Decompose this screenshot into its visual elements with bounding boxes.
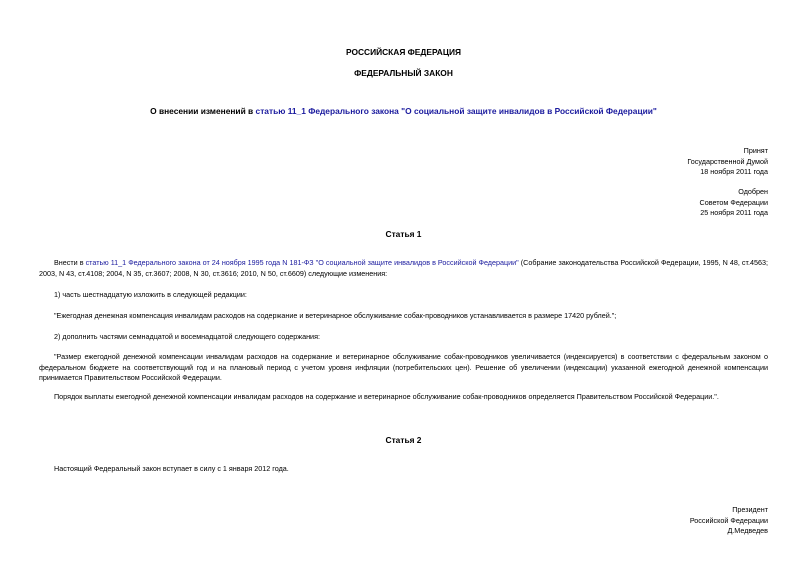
article2-text: Настоящий Федеральный закон вступает в силу с 1 января 2012 года. [54, 464, 289, 473]
article1-intro [39, 258, 768, 279]
law-type-heading: ФЕДЕРАЛЬНЫЙ ЗАКОН [354, 68, 453, 78]
article1-intro-prefix: Внести в [54, 258, 86, 267]
article1-item2: 2) дополнить частями семнадцатой и восемнадцатой следующего содержания: [54, 332, 320, 341]
adopted-label: Принят [743, 146, 768, 155]
signature-block [690, 505, 768, 537]
signature-country: Российской Федерации [689, 515, 768, 525]
signature-name: Д.Медведев [727, 526, 768, 535]
signature-title: Президент [732, 505, 768, 514]
approved-block [700, 187, 768, 219]
law-title [0, 106, 807, 116]
approved-label: Одобрен [738, 187, 768, 196]
country-heading: РОССИЙСКАЯ ФЕДЕРАЦИЯ [345, 47, 462, 57]
approved-date: 25 ноября 2011 года [700, 208, 768, 217]
article1-intro-link[interactable]: статью 11_1 Федерального закона от 24 ноября 1995 года N 181-ФЗ "О социальной защите инвалидов в Российской Федерации" [85, 258, 519, 267]
article1-quote1: "Ежегодная денежная компенсация инвалидам расходов на содержание и ветеринарное обслуживание собак-проводников устанавливается в размере 17420 рублей."; [54, 311, 617, 320]
adopted-block [687, 146, 768, 178]
adopted-date: 18 ноября 2011 года [700, 167, 768, 176]
article2-heading: Статья 2 [385, 435, 422, 445]
article1-item1: 1) часть шестнадцатую изложить в следующей редакции: [54, 290, 247, 299]
article1-heading: Статья 1 [385, 229, 422, 239]
adopted-body: Государственной Думой [687, 156, 768, 166]
law-title-prefix: О внесении изменений в [150, 106, 256, 116]
law-title-link[interactable]: статью 11_1 Федерального закона "О социальной защите инвалидов в Российской Федерации" [255, 106, 657, 116]
article1-quote3: Порядок выплаты ежегодной денежной компенсации инвалидам расходов на содержание и ветеринарное обслуживание собак-проводников определяется Правительством Российской Федерации.". [54, 392, 719, 401]
approved-body: Советом Федерации [699, 197, 768, 207]
article1-intro-suffix: (Собрание законодательства Российской Федерации, 1995, N 48, ст.4563; 2003, N 43, ст.4108; 2004, N 35, ст.3607; 2008, N 30, ст.3616; 2010, N 50, ст.6609) следующие изменения: [39, 258, 768, 278]
article1-quote2: "Размер ежегодной денежной компенсации инвалидам расходов на содержание и ветеринарное обслуживание собак-проводников увеличивается (индексируется) в соответствии с федеральным законом о федеральном бюджете на соответствующий год и на плановый период с учетом уровня инфляции (потребительских цен). Решение об увеличении (индексации) указанной ежегодной денежной компенсации принимается Правительством Российской Федерации. [39, 352, 768, 382]
